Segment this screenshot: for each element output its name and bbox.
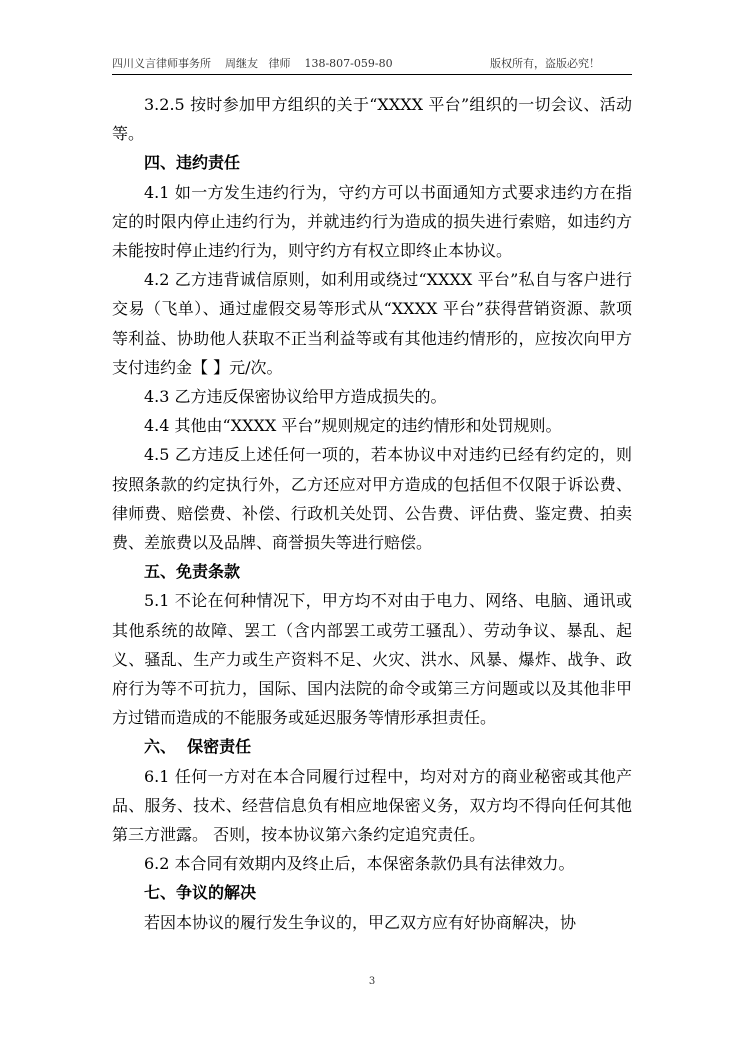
clause-4-2: 4.2 乙方违背诚信原则，如利用或绕过“XXXX 平台”私自与客户进行交易（飞单）、通过虚假交易等形式从“XXXX 平台”获得营销资源、款项等利益、协助他人获取不正当利益等或有其他违约情形的，应按次向甲方支付违约金【 】元/次。 [112, 270, 632, 377]
clause-5-1: 5.1 不论在何种情况下，甲方均不对由于电力、网络、电脑、通讯或其他系统的故障、罢工（含内部罢工或劳工骚乱）、劳动争议、暴乱、起义、骚乱、生产力或生产资料不足、火灾、洪水、风暴、爆炸、战争、政府行为等不可抗力，国际、国内法院的命令或第三方问题或以及其他非甲方过错而造成的不能服务或延迟服务等情形承担责任。 [112, 591, 632, 728]
header-divider [112, 74, 632, 75]
section-heading-6: 六、 保密责任 [144, 737, 252, 757]
section-heading-5: 五、免责条款 [144, 562, 241, 582]
clause-4-5: 4.5 乙方违反上述任何一项的，若本协议中对违约已经有约定的，则按照条款的约定执行外，乙方还应对甲方造成的包括但不仅限于诉讼费、律师费、赔偿费、补偿、行政机关处罚、公告费、评估费、鉴定费、拍卖费、差旅费以及品牌、商誉损失等进行赔偿。 [112, 445, 632, 553]
clause-4-1: 4.1 如一方发生违约行为，守约方可以书面通知方式要求违约方在指定的时限内停止违约行为，并就违约行为造成的损失进行索赔，如违约方未能按时停止违约行为，则守约方有权立即终止本协议。 [112, 182, 632, 261]
clause-7-intro: 若因本协议的履行发生争议的，甲乙双方应有好协商解决，协 [144, 912, 577, 932]
header-firm-info: 四川义言律师事务所 周继友 律师 138-807-059-80 [112, 57, 393, 70]
clause-6-1: 6.1 任何一方对在本合同履行过程中，均对对方的商业秘密或其他产品、服务、技术、经营信息负有相应地保密义务，双方均不得向任何其他第三方泄露。 否则，按本协议第六条约定追究责任。 [112, 766, 632, 845]
clause-4-3: 4.3 乙方违反保密协议给甲方造成损失的。 [144, 387, 447, 407]
document-body [112, 90, 632, 937]
page-number: 3 [368, 976, 376, 987]
clause-4-4: 4.4 其他由“XXXX 平台”规则规定的违约情形和处罚规则。 [144, 416, 562, 436]
section-heading-7: 七、争议的解决 [144, 883, 257, 903]
header-copyright: 版权所有，盗版必究！ [490, 57, 600, 70]
clause-3-2-5: 3.2.5 按时参加甲方组织的关于“XXXX 平台”组织的一切会议、活动等。 [112, 95, 632, 144]
page-header [112, 56, 632, 72]
section-heading-4: 四、违约责任 [144, 153, 241, 173]
clause-6-2: 6.2 本合同有效期内及终止后，本保密条款仍具有法律效力。 [144, 854, 575, 874]
